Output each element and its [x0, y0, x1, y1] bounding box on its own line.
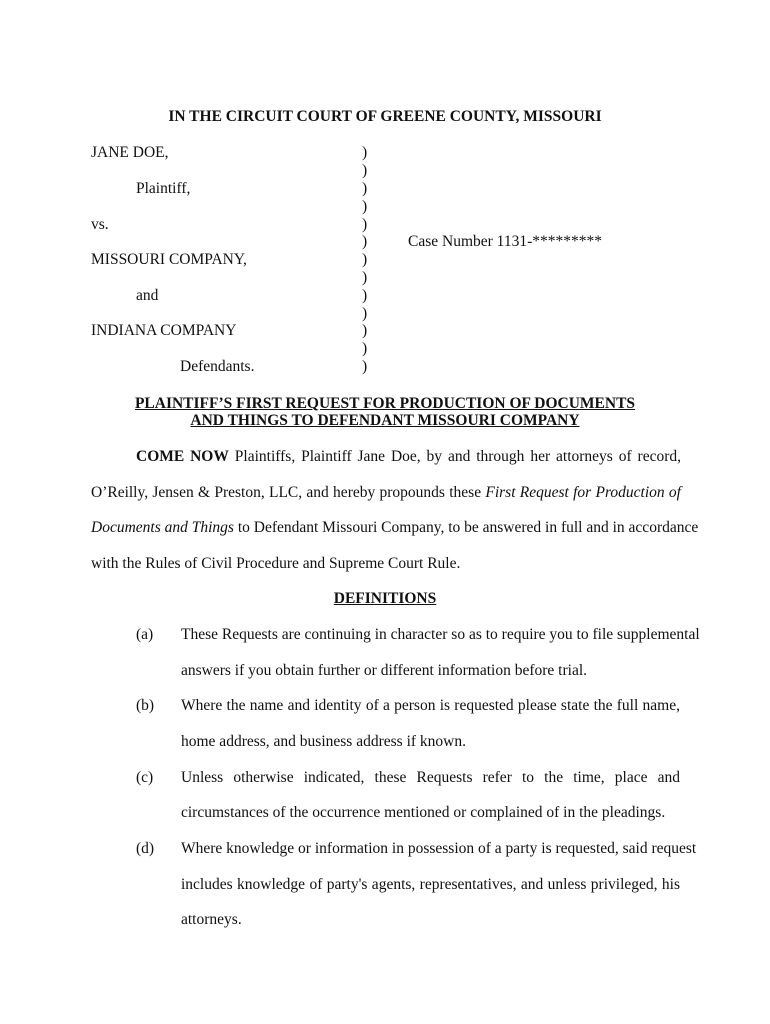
definition-label: (d)	[136, 840, 155, 857]
defendant-2: INDIANA COMPANY	[91, 322, 237, 339]
caption-paren: )	[362, 251, 368, 268]
intro-line-1-text: Plaintiffs, Plaintiff Jane Doe, by and through her attorneys of record,	[228, 448, 682, 465]
intro-line-3	[91, 519, 699, 537]
caption-paren: )	[362, 322, 368, 339]
intro-line-3-italic: Documents and Things	[91, 519, 234, 536]
document-title-line-1: PLAINTIFF’S FIRST REQUEST FOR PRODUCTION OF DOCUMENTS	[134, 395, 636, 412]
definition-text: circumstances of the occurrence mentioned or complained of in the pleadings.	[181, 804, 666, 821]
caption-paren: )	[362, 358, 368, 375]
court-heading: IN THE CIRCUIT COURT OF GREENE COUNTY, MISSOURI	[168, 108, 602, 125]
definition-text: home address, and business address if known.	[181, 733, 466, 750]
and-text: and	[136, 287, 159, 304]
intro-line-2	[91, 484, 681, 502]
intro-line-4: with the Rules of Civil Procedure and Supreme Court Rule.	[91, 555, 461, 572]
definition-text: These Requests are continuing in character so as to require you to file supplemental	[181, 626, 700, 643]
caption-paren: )	[362, 144, 368, 161]
caption-paren: )	[362, 233, 368, 250]
plaintiff-name: JANE DOE,	[91, 144, 169, 161]
definition-text: attorneys.	[181, 911, 242, 928]
defendant-1: MISSOURI COMPANY,	[91, 251, 247, 268]
defendant-role: Defendants.	[180, 358, 255, 375]
versus: vs.	[91, 216, 109, 233]
caption-paren: )	[362, 198, 368, 215]
definition-text: Unless otherwise indicated, these Requests refer to the time, place and	[181, 769, 680, 786]
caption-paren: )	[362, 180, 368, 197]
caption-paren: )	[362, 305, 368, 322]
definition-text: includes knowledge of party's agents, representatives, and unless privileged, his	[181, 876, 680, 893]
intro-line-1	[136, 448, 681, 466]
come-now-text: COME NOW	[136, 448, 229, 465]
caption-paren: )	[362, 216, 368, 233]
definition-label: (b)	[136, 697, 155, 714]
definition-label: (a)	[136, 626, 154, 643]
definition-label: (c)	[136, 769, 154, 786]
plaintiff-role: Plaintiff,	[136, 180, 191, 197]
definition-text: Where the name and identity of a person is requested please state the full name,	[181, 697, 680, 714]
definitions-heading: DEFINITIONS	[333, 590, 437, 607]
intro-line-3-text: to Defendant Missouri Company, to be answered in full and in accordance	[233, 519, 699, 536]
caption-paren: )	[362, 287, 368, 304]
intro-line-2-italic: First Request for Production of	[485, 484, 681, 501]
definition-text: Where knowledge or information in possession of a party is requested, said request	[181, 840, 697, 857]
caption-paren: )	[362, 162, 368, 179]
caption-paren: )	[362, 269, 368, 286]
caption-paren: )	[362, 340, 368, 357]
definition-text: answers if you obtain further or different information before trial.	[181, 662, 588, 679]
intro-line-2-text: O’Reilly, Jensen & Preston, LLC, and hereby propounds these	[91, 484, 486, 501]
document-title-line-2: AND THINGS TO DEFENDANT MISSOURI COMPANY	[190, 412, 580, 429]
case-number: Case Number 1131-*********	[408, 233, 603, 250]
